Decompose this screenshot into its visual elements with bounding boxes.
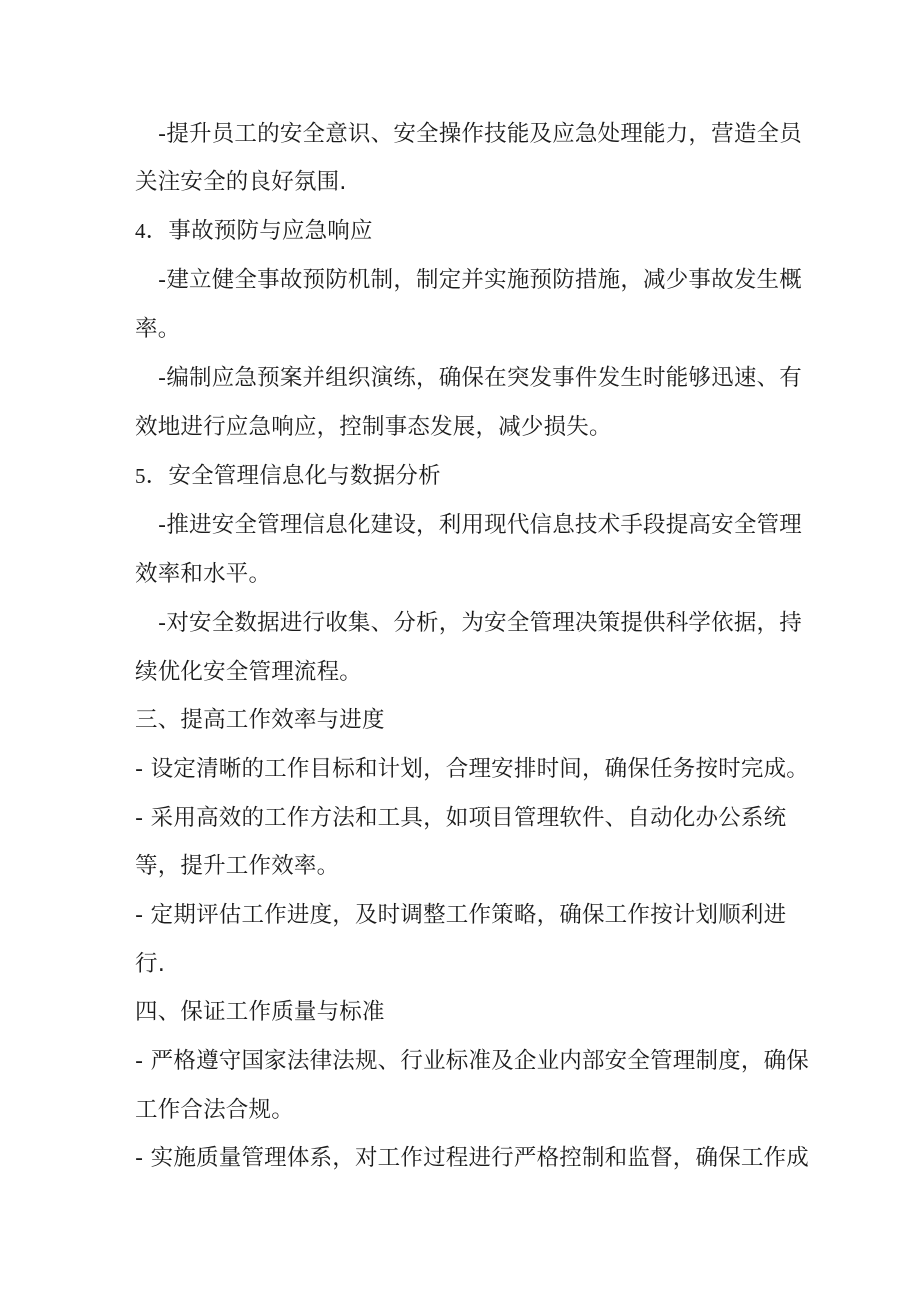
- list-item-continuation: 行.: [135, 951, 166, 977]
- list-item: - 定期评估工作进度，及时调整工作策略，确保工作按计划顺利进: [135, 902, 787, 928]
- heading-text: ．事故预防与应急响应: [145, 218, 373, 244]
- list-item: - 实施质量管理体系，对工作过程进行严格控制和监督，确保工作成: [135, 1145, 809, 1171]
- list-item-continuation: 等，提升工作效率。: [135, 853, 340, 879]
- paragraph-line: 关注安全的良好氛围.: [135, 169, 347, 195]
- list-item: - 严格遵守国家法律法规、行业标准及企业内部安全管理制度，确保: [135, 1048, 809, 1074]
- paragraph-line: -推进安全管理信息化建设，利用现代信息技术手段提高安全管理: [158, 512, 802, 538]
- heading-text: ．安全管理信息化与数据分析: [145, 463, 441, 489]
- paragraph-line: -对安全数据进行收集、分析，为安全管理决策提供科学依据，持: [158, 610, 802, 636]
- section-heading-5: [135, 461, 441, 491]
- list-item: - 采用高效的工作方法和工具，如项目管理软件、自动化办公系统: [135, 805, 787, 831]
- heading-number: 4: [135, 219, 146, 243]
- paragraph-line: -建立健全事故预防机制，制定并实施预防措施，减少事故发生概: [158, 267, 802, 293]
- section-heading-3: 三、提高工作效率与进度: [135, 707, 385, 733]
- paragraph-line: 效率和水平。: [135, 561, 272, 587]
- section-heading-4: [135, 216, 373, 246]
- paragraph-line: 续优化安全管理流程。: [135, 659, 363, 685]
- paragraph-line: 效地进行应急响应，控制事态发展，减少损失。: [135, 414, 612, 440]
- list-item: - 设定清晰的工作目标和计划，合理安排时间，确保任务按时完成。: [135, 756, 809, 782]
- section-heading-4-quality: 四、保证工作质量与标准: [135, 999, 385, 1025]
- paragraph-line: -提升员工的安全意识、安全操作技能及应急处理能力，营造全员: [158, 121, 802, 147]
- heading-number: 5: [135, 464, 146, 488]
- paragraph-line: -编制应急预案并组织演练，确保在突发事件发生时能够迅速、有: [158, 365, 802, 391]
- list-item-continuation: 工作合法合规。: [135, 1097, 294, 1123]
- paragraph-line: 率。: [135, 316, 181, 342]
